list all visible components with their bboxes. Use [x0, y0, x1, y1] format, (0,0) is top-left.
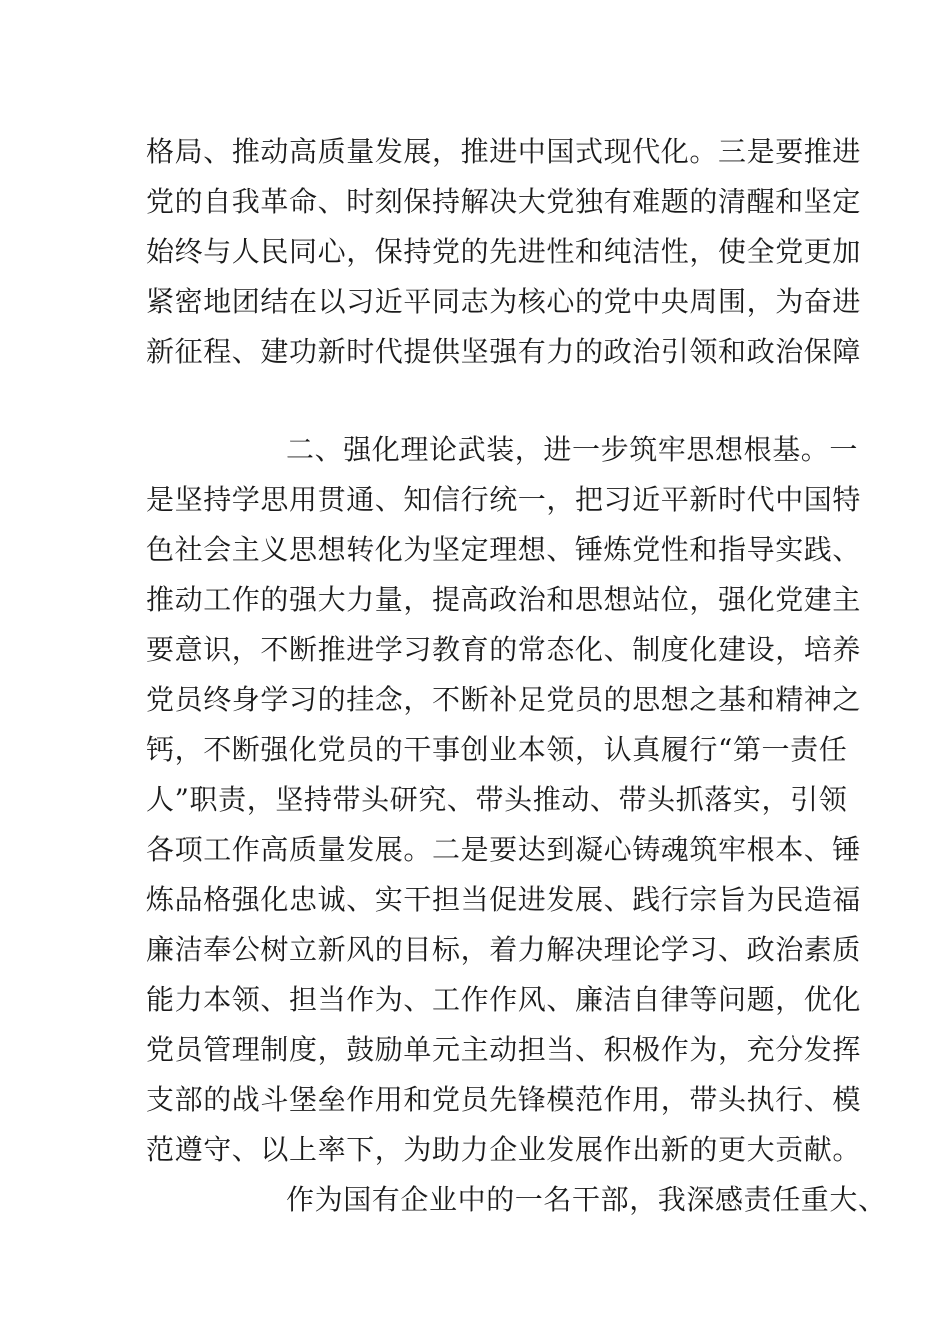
paragraph-line: 支部的战斗堡垒作用和党员先锋模范作用，带头执行、模 [146, 1083, 862, 1116]
paragraph-line: 要意识，不断推进学习教育的常态化、制度化建设，培养 [146, 633, 862, 666]
paragraph-line: 色社会主义思想转化为坚定理想、锤炼党性和指导实践、 [146, 533, 862, 566]
paragraph-line: 紧密地团结在以习近平同志为核心的党中央周围，为奋进 [146, 285, 862, 318]
paragraph-line: 党员终身学习的挂念，不断补足党员的思想之基和精神之 [146, 683, 862, 716]
paragraph-line: 炼品格强化忠诚、实干担当促进发展、践行宗旨为民造福 [146, 883, 862, 916]
paragraph-line: 党的自我革命、时刻保持解决大党独有难题的清醒和坚定 [146, 185, 862, 218]
paragraph-line: 钙，不断强化党员的干事创业本领，认真履行“第一责任 [146, 733, 848, 766]
paragraph-line: 能力本领、担当作为、工作作风、廉洁自律等问题，优化 [146, 983, 862, 1016]
paragraph-line: 各项工作高质量发展。二是要达到凝心铸魂筑牢根本、锤 [146, 833, 862, 866]
paragraph-line: 推动工作的强大力量，提高政治和思想站位，强化党建主 [146, 583, 862, 616]
paragraph-line: 范遵守、以上率下，为助力企业发展作出新的更大贡献。 [146, 1133, 862, 1166]
paragraph-line: 始终与人民同心，保持党的先进性和纯洁性，使全党更加 [146, 235, 862, 268]
section-heading-line: 二、强化理论武装，进一步筑牢思想根基。一 [286, 433, 859, 466]
paragraph-line: 作为国有企业中的一名干部，我深感责任重大、 [286, 1183, 887, 1216]
paragraph-line: 格局、推动高质量发展，推进中国式现代化。三是要推进 [146, 135, 862, 168]
paragraph-line: 新征程、建功新时代提供坚强有力的政治引领和政治保障 [146, 335, 862, 368]
paragraph-line: 廉洁奉公树立新风的目标，着力解决理论学习、政治素质 [146, 933, 862, 966]
paragraph-line: 党员管理制度，鼓励单元主动担当、积极作为，充分发挥 [146, 1033, 862, 1066]
paragraph-line: 人”职责，坚持带头研究、带头推动、带头抓落实，引领 [146, 783, 848, 816]
paragraph-line: 是坚持学思用贯通、知信行统一，把习近平新时代中国特 [146, 483, 862, 516]
